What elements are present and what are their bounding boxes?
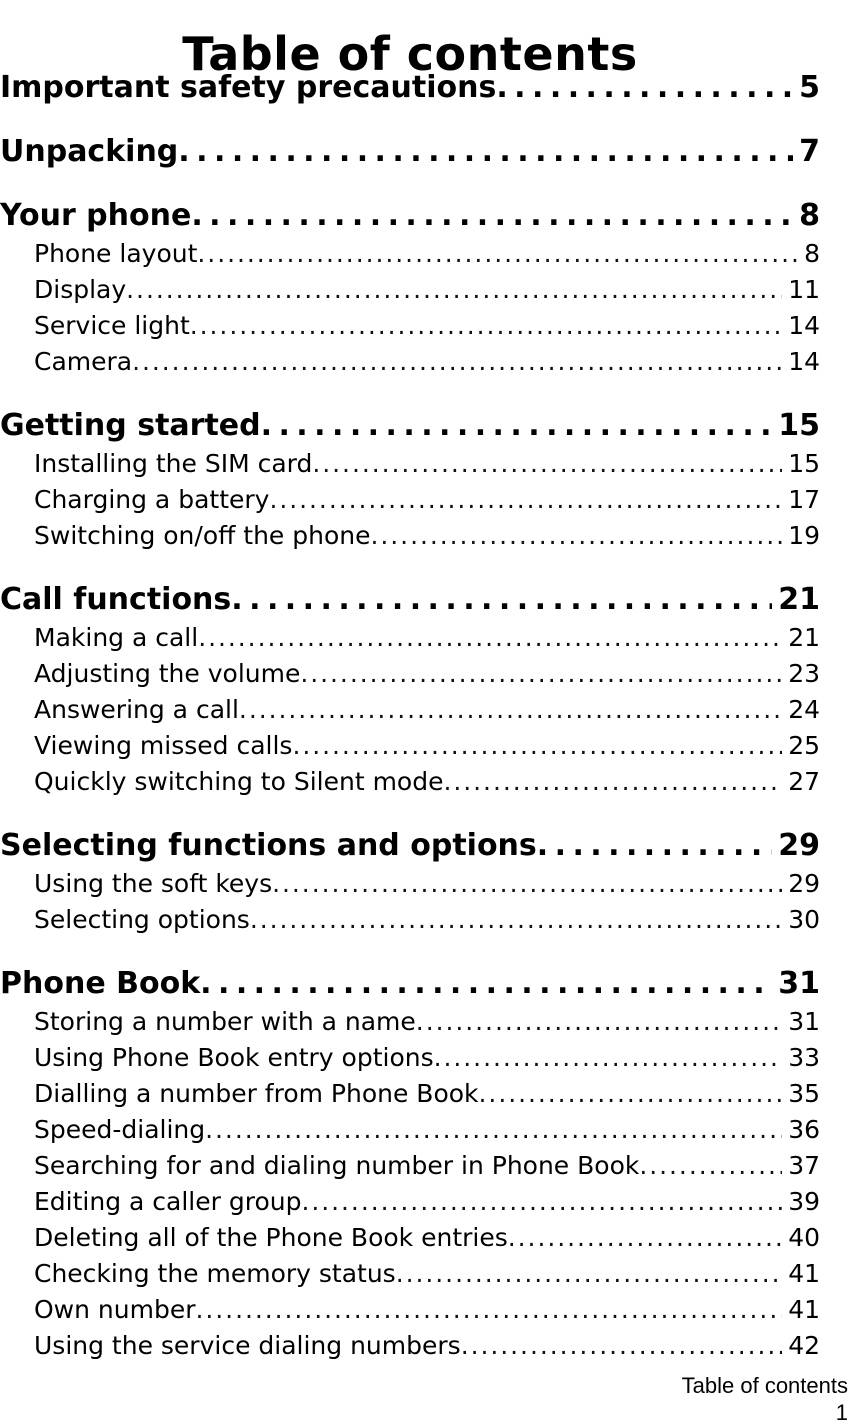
toc-entry-label: Display <box>34 275 127 304</box>
toc-subsection-entry[interactable] <box>0 518 820 554</box>
toc-entry-label: Answering a call <box>34 695 239 724</box>
toc-section-entry[interactable] <box>0 198 820 234</box>
toc-entry-page: 30 <box>788 905 820 934</box>
toc-entry-page: 15 <box>788 449 820 478</box>
toc-entry-label: Deleting all of the Phone Book entries <box>34 1223 508 1252</box>
dot-leader <box>190 308 782 344</box>
toc-entry-label: Selecting functions and options <box>0 828 537 863</box>
dot-leader <box>461 1328 783 1364</box>
toc-entry-page: 27 <box>788 767 820 796</box>
toc-subsection-entry[interactable] <box>0 236 820 272</box>
dot-leader <box>292 728 782 764</box>
toc-entry-page: 14 <box>788 347 820 376</box>
toc-entry-label: Own number <box>34 1295 196 1324</box>
footer-label: Table of contents <box>681 1373 848 1398</box>
toc-subsection-entry[interactable] <box>0 1328 820 1364</box>
dot-leader <box>443 764 782 800</box>
toc-entry-page: 41 <box>788 1259 820 1288</box>
toc-entry-page: 24 <box>788 695 820 724</box>
table-of-contents <box>0 70 820 1364</box>
dot-leader <box>301 1184 782 1220</box>
toc-entry-page: 35 <box>788 1079 820 1108</box>
toc-entry-page: 23 <box>788 659 820 688</box>
dot-leader <box>434 1040 783 1076</box>
toc-subsection-entry[interactable] <box>0 308 820 344</box>
dot-leader <box>508 1220 782 1256</box>
toc-entry-label: Getting started <box>0 408 261 443</box>
toc-entry-label: Quickly switching to Silent mode <box>34 767 444 796</box>
toc-entry-label: Important safety precautions <box>0 70 497 105</box>
toc-subsection-entry[interactable] <box>0 902 820 938</box>
toc-subsection-entry[interactable] <box>0 1184 820 1220</box>
toc-subsection-entry[interactable] <box>0 482 820 518</box>
toc-entry-label: Editing a caller group <box>34 1187 302 1216</box>
toc-section-entry[interactable] <box>0 408 820 444</box>
toc-entry-label: Using the service dialing numbers <box>34 1331 461 1360</box>
toc-section-entry[interactable] <box>0 582 820 618</box>
toc-section-entry[interactable] <box>0 70 820 106</box>
dot-leader <box>261 408 773 444</box>
dot-leader <box>126 272 782 308</box>
toc-entry-page: 39 <box>788 1187 820 1216</box>
toc-subsection-entry[interactable] <box>0 1040 820 1076</box>
dot-leader <box>396 1256 782 1292</box>
dot-leader <box>496 70 793 106</box>
toc-entry-label: Installing the SIM card <box>34 449 313 478</box>
toc-entry-label: Adjusting the volume <box>34 659 301 688</box>
page-title: Table of contents <box>182 26 638 81</box>
toc-entry-page: 37 <box>788 1151 820 1180</box>
toc-entry-page: 21 <box>778 582 820 617</box>
toc-entry-label: Dialling a number from Phone Book <box>34 1079 479 1108</box>
toc-subsection-entry[interactable] <box>0 272 820 308</box>
toc-entry-page: 8 <box>804 239 820 268</box>
dot-leader <box>479 1076 783 1112</box>
dot-leader <box>272 866 782 902</box>
toc-entry-label: Service light <box>34 311 190 340</box>
dot-leader <box>196 1292 783 1328</box>
toc-entry-page: 36 <box>788 1115 820 1144</box>
toc-entry-page: 25 <box>788 731 820 760</box>
dot-leader <box>416 1004 782 1040</box>
toc-entry-label: Switching on/off the phone <box>34 521 371 550</box>
toc-entry-label: Storing a number with a name <box>34 1007 416 1036</box>
toc-entry-label: Unpacking <box>0 134 179 169</box>
toc-subsection-entry[interactable] <box>0 446 820 482</box>
dot-leader <box>239 692 782 728</box>
toc-section-entry[interactable] <box>0 966 820 1002</box>
page-footer <box>682 1372 848 1426</box>
toc-entry-page: 17 <box>788 485 820 514</box>
toc-entry-label: Viewing missed calls <box>34 731 293 760</box>
toc-entry-label: Camera <box>34 347 133 376</box>
toc-subsection-entry[interactable] <box>0 1220 820 1256</box>
toc-subsection-entry[interactable] <box>0 620 820 656</box>
dot-leader <box>178 134 793 170</box>
toc-entry-label: Phone Book <box>0 966 201 1001</box>
dot-leader <box>191 198 793 234</box>
toc-subsection-entry[interactable] <box>0 1292 820 1328</box>
toc-section-entry[interactable] <box>0 828 820 864</box>
toc-entry-page: 29 <box>788 869 820 898</box>
toc-entry-page: 31 <box>778 966 820 1001</box>
toc-entry-label: Speed-dialing <box>34 1115 206 1144</box>
toc-entry-label: Selecting options <box>34 905 250 934</box>
toc-entry-label: Charging a battery <box>34 485 270 514</box>
toc-entry-page: 21 <box>788 623 820 652</box>
toc-entry-label: Using Phone Book entry options <box>34 1043 434 1072</box>
toc-entry-page: 14 <box>788 311 820 340</box>
toc-entry-page: 7 <box>799 134 820 169</box>
dot-leader <box>300 656 782 692</box>
dot-leader <box>198 620 782 656</box>
toc-subsection-entry[interactable] <box>0 692 820 728</box>
dot-leader <box>639 1148 782 1184</box>
dot-leader <box>231 582 772 618</box>
toc-entry-label: Using the soft keys <box>34 869 273 898</box>
toc-entry-page: 5 <box>799 70 820 105</box>
dot-leader <box>537 828 772 864</box>
toc-entry-label: Your phone <box>0 198 192 233</box>
toc-entry-page: 19 <box>788 521 820 550</box>
toc-entry-page: 11 <box>788 275 820 304</box>
dot-leader <box>205 1112 782 1148</box>
toc-subsection-entry[interactable] <box>0 1256 820 1292</box>
toc-entry-page: 29 <box>778 828 820 863</box>
toc-subsection-entry[interactable] <box>0 728 820 764</box>
toc-entry-page: 31 <box>788 1007 820 1036</box>
toc-entry-page: 40 <box>788 1223 820 1252</box>
dot-leader <box>269 482 782 518</box>
toc-subsection-entry[interactable] <box>0 1076 820 1112</box>
toc-entry-label: Searching for and dialing number in Phone Book <box>34 1151 640 1180</box>
dot-leader <box>200 966 772 1002</box>
toc-subsection-entry[interactable] <box>0 344 820 380</box>
toc-entry-page: 33 <box>788 1043 820 1072</box>
toc-entry-label: Making a call <box>34 623 199 652</box>
footer-page-number: 1 <box>835 1400 848 1425</box>
dot-leader <box>132 344 782 380</box>
toc-entry-page: 15 <box>778 408 820 443</box>
toc-entry-page: 8 <box>799 198 820 233</box>
toc-entry-page: 41 <box>788 1295 820 1324</box>
dot-leader <box>250 902 782 938</box>
toc-subsection-entry[interactable] <box>0 656 820 692</box>
toc-entry-page: 42 <box>788 1331 820 1360</box>
toc-entry-label: Call functions <box>0 582 232 617</box>
dot-leader <box>312 446 782 482</box>
dot-leader <box>197 236 798 272</box>
toc-subsection-entry[interactable] <box>0 866 820 902</box>
toc-subsection-entry[interactable] <box>0 1004 820 1040</box>
toc-subsection-entry[interactable] <box>0 764 820 800</box>
toc-section-entry[interactable] <box>0 134 820 170</box>
dot-leader <box>371 518 783 554</box>
toc-entry-label: Phone layout <box>34 239 198 268</box>
toc-entry-label: Checking the memory status <box>34 1259 396 1288</box>
toc-subsection-entry[interactable] <box>0 1148 820 1184</box>
toc-subsection-entry[interactable] <box>0 1112 820 1148</box>
